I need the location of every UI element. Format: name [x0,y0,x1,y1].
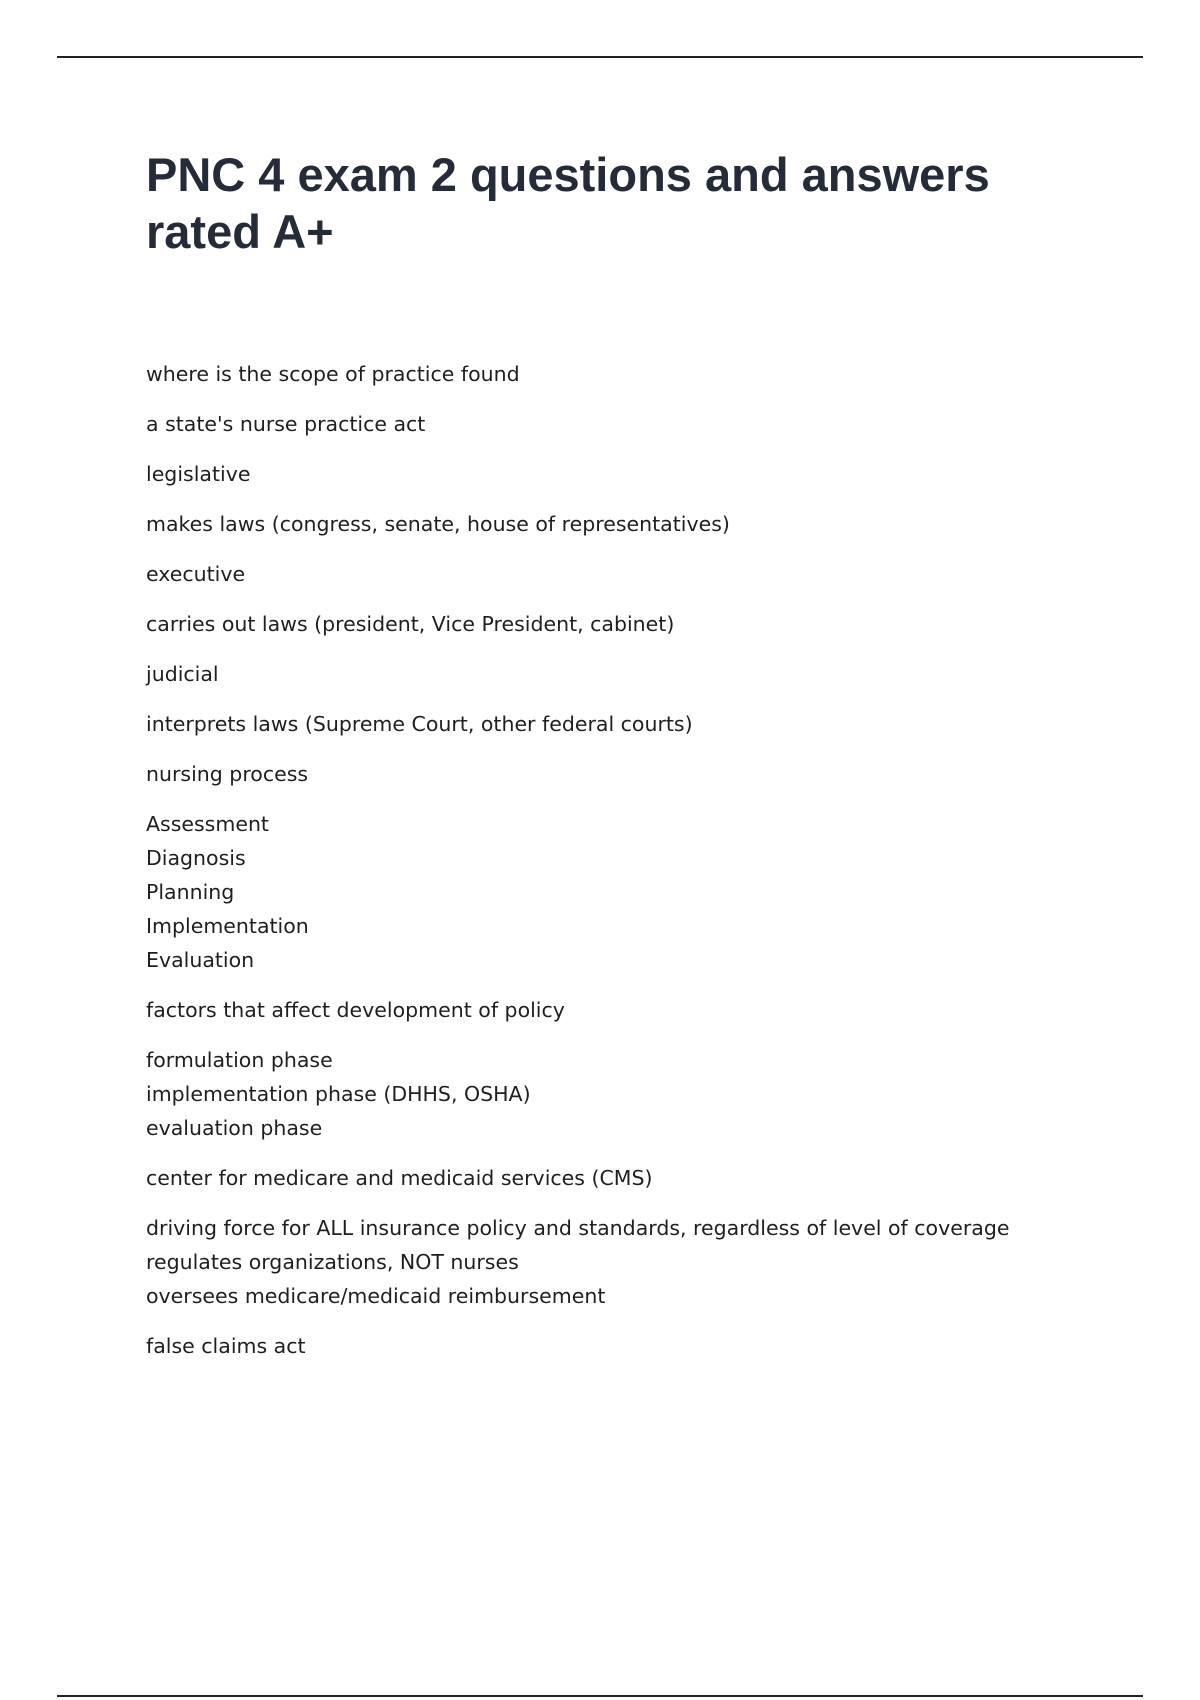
entry-item [146,457,1126,491]
entry-line: where is the scope of practice found [146,362,520,386]
entry-line: makes laws (congress, senate, house of representatives) [146,512,730,536]
entry-item [146,1211,1126,1313]
entry-item [146,407,1126,441]
entry-line: judicial [146,662,219,686]
entry-line: nursing process [146,762,309,786]
entry-line: false claims act [146,1334,306,1358]
entry-line: regulates organizations, NOT nurses [146,1250,519,1274]
entry-line: evaluation phase [146,1116,323,1140]
entry-item [146,807,1126,977]
entry-line: executive [146,562,246,586]
entry-line: formulation phase [146,1048,333,1072]
entry-line: Diagnosis [146,846,246,870]
entry-item [146,507,1126,541]
entry-line: a state's nurse practice act [146,412,426,436]
entry-item [146,557,1126,591]
entry-line: factors that affect development of policy [146,998,565,1022]
entry-line: Planning [146,880,235,904]
entry-item [146,993,1126,1027]
entry-line: Implementation [146,914,309,938]
entry-line: driving force for ALL insurance policy and standards, regardless of level of coverage [146,1216,1010,1240]
entry-item [146,357,1126,391]
entry-line: carries out laws (president, Vice President, cabinet) [146,612,675,636]
entry-item [146,757,1126,791]
entry-line: center for medicare and medicaid services (CMS) [146,1166,653,1190]
entry-line: oversees medicare/medicaid reimbursement [146,1284,606,1308]
entry-line: Assessment [146,812,269,836]
entry-line: interprets laws (Supreme Court, other federal courts) [146,712,693,736]
entry-item [146,1161,1126,1195]
document-body [146,357,1126,1379]
entry-line: legislative [146,462,251,486]
entry-item [146,607,1126,641]
document-title: PNC 4 exam 2 questions and answers rated A+ [146,148,990,258]
entry-item [146,1043,1126,1145]
entry-line: implementation phase (DHHS, OSHA) [146,1082,531,1106]
entry-item [146,1329,1126,1363]
entry-item [146,707,1126,741]
entry-item [146,657,1126,691]
top-divider [57,56,1143,58]
entry-line: Evaluation [146,948,255,972]
bottom-divider [57,1695,1143,1697]
